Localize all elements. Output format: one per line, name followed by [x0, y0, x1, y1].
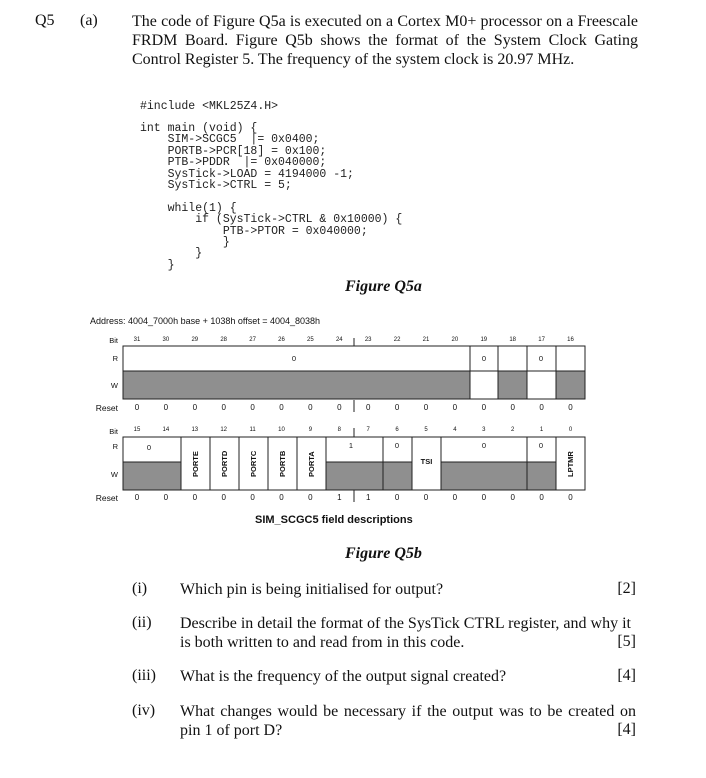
upper-bit-number-10: 21 — [422, 337, 430, 343]
upper-bit-number-4: 27 — [249, 337, 256, 343]
lower-bit-number-1: 14 — [162, 427, 170, 433]
lower-bit-number-3: 12 — [220, 427, 228, 433]
upper-bit-number-15: 16 — [567, 337, 574, 343]
lower-reset-value-5: 0 — [279, 493, 284, 502]
field-lptmr: LPTMR — [566, 451, 575, 477]
upper-reset-value-14: 0 — [539, 403, 544, 412]
lower-bit-number-2: 13 — [191, 427, 199, 433]
figure-q5b-caption: Figure Q5b — [345, 545, 422, 562]
lower-reset-value-3: 0 — [221, 493, 226, 502]
lower-bit-number-10: 5 — [424, 427, 428, 433]
reset-label-upper: Reset — [95, 403, 118, 413]
upper-reset-value-10: 0 — [423, 403, 429, 412]
subq-ii-text: Describe in detail the format of the SysTick CTRL register, and why it is both written to and read from in this code. — [180, 615, 631, 651]
upper-reset-value-2: 0 — [192, 403, 198, 412]
bit-label-lower: Bit — [109, 427, 118, 436]
upper-bit-number-14: 17 — [538, 337, 545, 343]
upper-reset-value-9: 0 — [394, 403, 400, 412]
subq-i-label: (i) — [132, 580, 148, 597]
lower-reset-value-7: 1 — [337, 493, 342, 502]
upper-r-bit17-value: 0 — [538, 354, 544, 363]
field-portb: PORTB — [278, 450, 287, 478]
upper-reset-value-8: 0 — [365, 403, 371, 412]
question-number: Q5 — [35, 12, 55, 29]
lower-bit-number-11: 4 — [453, 427, 457, 433]
lower-bit-number-4: 11 — [249, 427, 256, 433]
upper-bit-number-7: 24 — [335, 337, 343, 343]
subq-iii-text: What is the frequency of the output signal created? — [180, 668, 507, 685]
lower-reset-value-0: 0 — [134, 493, 140, 502]
upper-bit-number-6: 25 — [307, 337, 314, 343]
lower-bit-number-5: 10 — [278, 427, 285, 433]
upper-bit-number-5: 26 — [278, 337, 285, 343]
upper-reset-value-15: 0 — [568, 403, 573, 412]
upper-bit-number-1: 30 — [162, 337, 170, 343]
upper-bit-number-11: 20 — [451, 337, 459, 343]
w-label-upper: W — [110, 381, 118, 390]
bit-label-upper: Bit — [109, 336, 118, 345]
lower-bit-number-12: 3 — [482, 427, 486, 433]
upper-bit-number-0: 31 — [133, 337, 141, 343]
field-tsi: TSI — [420, 457, 433, 466]
figure-q5a-caption: Figure Q5a — [345, 278, 422, 295]
field-porta: PORTA — [307, 451, 316, 477]
code-listing: int main (void) { SIM->SCGC5 |= 0x0400; PORTB->PCR[18] = 0x100; PTB->PDDR |= 0x040000; SysTick->LOAD = 4194000 -1; SysTick->CTRL = 5; while(1) { if (SysTick->CTRL & 0x10000) { PTB->PTOR = 0x040000; } } } — [140, 122, 403, 272]
lower-bit-number-13: 2 — [511, 427, 515, 433]
subq-iv-text: What changes would be necessary if the output was to be created on pin 1 of port D? — [180, 703, 636, 739]
field-portd: PORTD — [220, 450, 229, 478]
lower-reset-value-4: 0 — [250, 493, 255, 502]
lower-reset-value-2: 0 — [192, 493, 198, 502]
upper-reset-value-12: 0 — [481, 403, 487, 412]
lower-bit-number-14: 1 — [539, 427, 544, 433]
lower-reset-value-10: 0 — [423, 493, 429, 502]
subq-iv-label: (iv) — [132, 702, 156, 719]
lower-reset-value-1: 0 — [163, 493, 169, 502]
lower-bit-number-15: 0 — [568, 427, 573, 433]
upper-bit-number-9: 22 — [393, 337, 401, 343]
lower-r-bit1-value: 0 — [538, 441, 544, 450]
upper-reset-value-6: 0 — [308, 403, 313, 412]
upper-reset-value-4: 0 — [250, 403, 255, 412]
subq-iv-marks: [4] — [617, 721, 636, 738]
subq-i-marks: [2] — [617, 580, 636, 597]
subq-iii-label: (iii) — [132, 667, 156, 684]
upper-r-bit19-value: 0 — [481, 354, 487, 363]
upper-reset-value-0: 0 — [134, 403, 140, 412]
upper-reset-value-5: 0 — [279, 403, 284, 412]
field-porte: PORTE — [191, 451, 200, 477]
subq-iii-marks: [4] — [617, 667, 636, 684]
upper-reset-value-11: 0 — [452, 403, 458, 412]
lower-r-bit6-value: 0 — [394, 441, 400, 450]
lower-reset-value-15: 0 — [568, 493, 573, 502]
lower-reset-value-13: 0 — [510, 493, 515, 502]
lower-bit-number-9: 6 — [395, 427, 399, 433]
upper-bit-number-2: 29 — [191, 337, 199, 343]
reset-label-lower: Reset — [95, 493, 118, 503]
field-descriptions-title: SIM_SCGC5 field descriptions — [255, 514, 413, 526]
code-include: #include <MKL25Z4.H> — [140, 100, 279, 113]
lower-bit-number-8: 7 — [366, 427, 370, 433]
upper-reset-value-3: 0 — [221, 403, 226, 412]
lower-reset-value-8: 1 — [365, 493, 371, 502]
upper-bit-number-12: 19 — [480, 337, 488, 343]
question-intro: The code of Figure Q5a is executed on a Cortex M0+ processor on a Freescale FRDM Board. Figure Q5b shows the format of the System Clock Gating Control Register 5. The frequency of the system clock is 20.97 MHz. — [132, 13, 638, 68]
upper-reset-value-7: 0 — [337, 403, 342, 412]
w-label-lower: W — [110, 470, 118, 479]
lower-reset-value-14: 0 — [539, 493, 544, 502]
upper-reset-value-1: 0 — [163, 403, 169, 412]
upper-bit-number-13: 18 — [509, 337, 517, 343]
lower-reset-value-12: 0 — [481, 493, 487, 502]
lower-r-bits15-14-value: 0 — [146, 443, 152, 452]
question-part: (a) — [80, 12, 98, 29]
lower-r-bits4-2-value: 0 — [481, 441, 487, 450]
r-label-upper: R — [112, 354, 118, 363]
upper-reset-value-13: 0 — [510, 403, 515, 412]
subq-ii-label: (ii) — [132, 614, 152, 631]
upper-r-reserved-value: 0 — [291, 354, 297, 363]
lower-bit-number-7: 8 — [337, 427, 341, 433]
lower-reset-value-9: 0 — [394, 493, 400, 502]
lower-reset-value-11: 0 — [452, 493, 458, 502]
upper-bit-number-3: 28 — [220, 337, 228, 343]
lower-reset-value-6: 0 — [308, 493, 313, 502]
field-portc: PORTC — [249, 450, 258, 478]
lower-r-bits8-7-value: 1 — [348, 441, 354, 450]
upper-bit-number-8: 23 — [364, 337, 372, 343]
lower-bit-number-0: 15 — [133, 427, 141, 433]
subq-ii-marks: [5] — [617, 633, 636, 650]
subq-i-text: Which pin is being initialised for output? — [180, 581, 444, 598]
lower-bit-number-6: 9 — [308, 427, 313, 433]
register-address: Address: 4004_7000h base + 1038h offset = 4004_8038h — [90, 316, 321, 326]
r-label-lower: R — [112, 442, 118, 451]
